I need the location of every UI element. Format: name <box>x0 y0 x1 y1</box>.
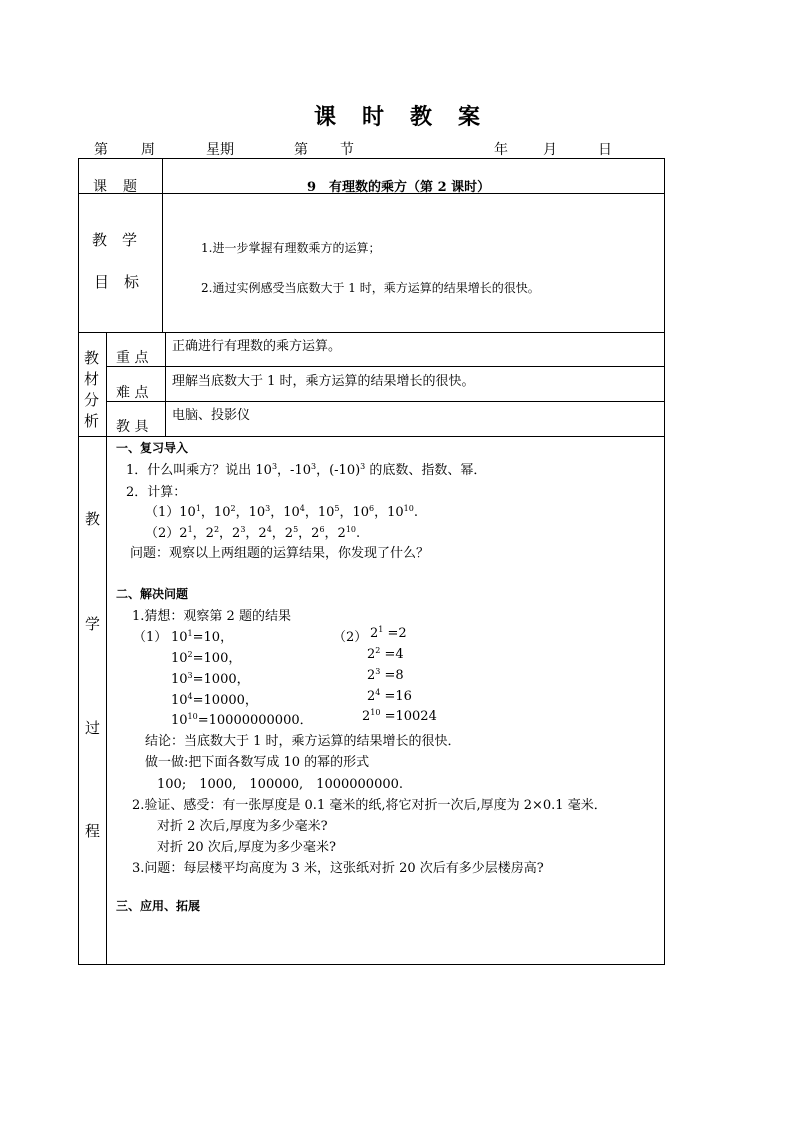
power-row: $2^{10} =10024$ <box>362 708 437 724</box>
title-char: 案 <box>458 104 481 130</box>
practice: 做一做:把下面各数写成 10 的幂的形式 <box>145 755 370 770</box>
power-row: $10^3=1000$， <box>171 671 250 687</box>
header-yue: 月 <box>543 142 557 158</box>
building-problem: 3.问题：每层楼平均高度为 3 米，这张纸对折 20 次后有多少层楼房高? <box>132 861 544 876</box>
practice-numbers: 100; 1000, 100000, 1000000000. <box>157 777 404 792</box>
guess-line: 1.猜想：观察第 2 题的结果 <box>132 609 291 624</box>
col1-label: （1） <box>133 630 168 645</box>
header-zhou: 周 <box>141 142 155 158</box>
review-q1: 1．什么叫乘方？说出 $10^3$，$-10^3$，$(-10)^3$ 的底数、指数、幂． <box>126 462 487 478</box>
q2-2-prefix: （2） <box>145 526 180 541</box>
review-question: 问题：观察以上两组题的运算结果，你发现了什么？ <box>130 546 430 561</box>
topic-label-1: 课 <box>93 179 107 195</box>
process-side-char: 程 <box>85 822 101 840</box>
header-jie: 节 <box>340 142 354 158</box>
power-row: $10^1=10$， <box>171 629 234 645</box>
analysis-side-label <box>84 348 100 432</box>
power-row: $10^4=10000$， <box>171 692 258 708</box>
verify: 2.验证、感受：有一张厚度是 0.1 毫米的纸,将它对折一次后,厚度为 2×0.1 毫米． <box>132 798 607 813</box>
goals-label-2: 目 标 <box>94 273 140 291</box>
col2-label: （2） <box>333 630 368 645</box>
side-char: 分 <box>84 391 100 409</box>
process-side-char: 学 <box>85 615 101 633</box>
power-row: $2^4 =16$ <box>367 688 412 704</box>
section-apply-title: 三、应用、拓展 <box>116 899 201 913</box>
header-di2: 第 <box>294 142 308 158</box>
power-row: $2^3 =8$ <box>367 667 404 683</box>
analysis-row-value: 理解当底数大于 1 时，乘方运算的结果增长的很快。 <box>172 374 475 389</box>
section-review-title: 一、复习导入 <box>116 441 189 455</box>
power-row: $2^2 =4$ <box>367 646 404 662</box>
topic-label-2: 题 <box>123 179 137 195</box>
side-char: 材 <box>84 370 100 388</box>
goals-label-1: 教 学 <box>92 231 138 249</box>
title-char: 教 <box>410 104 433 130</box>
section-solve-title: 二、解决问题 <box>116 587 189 601</box>
page-title <box>0 100 794 131</box>
review-q2-1: $(1)10^1$，$10^2$，$10^3$，$10^4$，$10^5$，$10^6$，$10^{10}$. <box>145 504 418 520</box>
analysis-row-label: 难 点 <box>116 385 149 401</box>
power-row: $10^{10}=10000000000$． <box>171 712 313 728</box>
process-side-char: 教 <box>85 510 101 528</box>
fold-2: 对折 2 次后,厚度为多少毫米? <box>157 819 328 834</box>
conclusion: 结论：当底数大于 1 时，乘方运算的结果增长的很快． <box>145 734 461 749</box>
power-row: $2^1 =2$ <box>370 625 407 641</box>
q1-prefix: 1．什么叫乘方？说出 10 <box>126 463 272 478</box>
topic-label <box>93 176 137 196</box>
header-di: 第 <box>94 142 108 158</box>
review-q2-2: $(2)2^1$，$2^2$，$2^3$，$2^4$，$2^5$，$2^6$，$2^{10}$. <box>145 525 361 541</box>
title-char: 时 <box>361 104 384 130</box>
header-ri: 日 <box>598 142 612 158</box>
side-char: 教 <box>84 349 100 367</box>
analysis-row-value: 电脑、投影仪 <box>172 408 251 423</box>
q2-1-prefix: （1） <box>145 505 180 520</box>
header-xingqi: 星期 <box>206 142 234 158</box>
fold-20: 对折 20 次后,厚度为多少毫米? <box>157 840 336 855</box>
title-char: 课 <box>313 104 336 130</box>
side-char: 析 <box>84 412 100 430</box>
analysis-row-label: 教 具 <box>116 419 149 435</box>
q1-suffix: 的底数、指数、幂． <box>369 463 487 478</box>
topic-value: 9 有理数的乘方（第 2 课时） <box>307 180 491 195</box>
power-row: $10^2=100$， <box>171 650 242 666</box>
goal-item: 2.通过实例感受当底数大于 1 时，乘方运算的结果增长的很快。 <box>201 281 540 295</box>
process-side-char: 过 <box>85 719 101 737</box>
analysis-row-value: 正确进行有理数的乘方运算。 <box>172 339 342 354</box>
analysis-row-label: 重 点 <box>116 350 149 366</box>
goal-item: 1.进一步掌握有理数乘方的运算； <box>201 241 381 255</box>
header-nian: 年 <box>494 142 508 158</box>
review-q2: 2．计算： <box>126 485 187 500</box>
